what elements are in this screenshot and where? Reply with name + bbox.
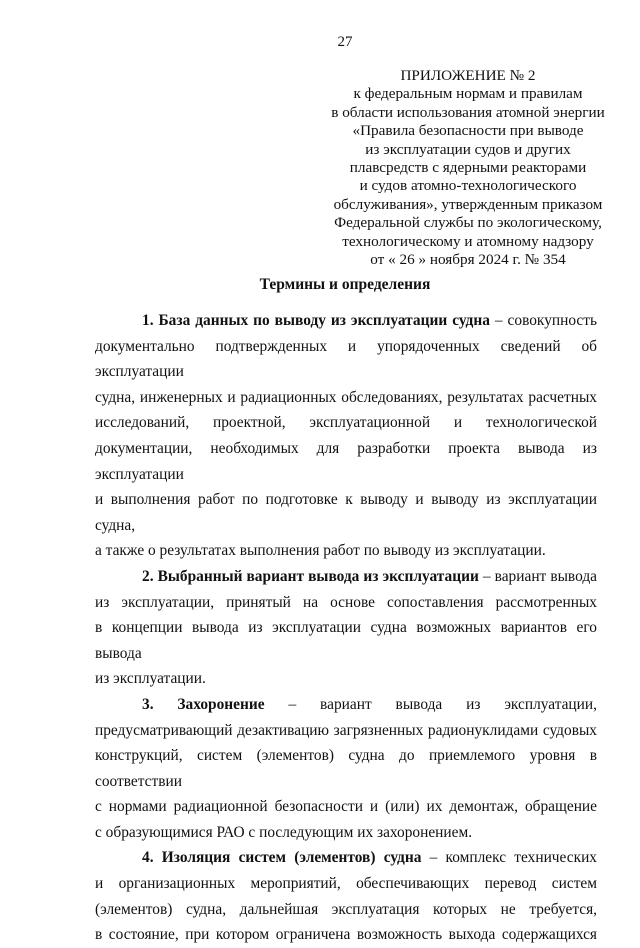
appendix-order-date: от « 26 » ноября 2024 г. № 354 — [370, 251, 566, 269]
definition-line: в концепции вывода из эксплуатации судна возможных вариантов его вывода — [95, 619, 597, 662]
definition-line: а также о результатах выполнения работ по выводу из эксплуатации. — [95, 542, 546, 560]
definition-text: комплекс технических — [445, 849, 598, 867]
definition-dash: – — [489, 312, 508, 329]
appendix-header — [300, 67, 636, 269]
definition-line: в состояние, при котором ограничена возможность выхода содержащихся — [95, 926, 597, 944]
definition-first-line — [95, 845, 597, 871]
appendix-line: технологическому и атомному надзору — [342, 232, 594, 250]
definition-line: с нормами радиационной безопасности и (или) их демонтаж, обращение — [95, 798, 597, 816]
definition-line: и организационных мероприятий, обеспечивающих перевод систем — [95, 875, 597, 893]
definition-line: конструкций, систем (элементов) судна до приемлемого уровня в соответствии — [95, 747, 597, 790]
definition-line: с образующимися РАО с последующим их захоронением. — [95, 823, 473, 841]
definition-line: и выполнения работ по подготовке к выводу и выводу из эксплуатации судна, — [95, 491, 597, 534]
definition-first-line — [95, 564, 597, 590]
definition-4 — [95, 845, 597, 947]
definition-text: совокупность — [507, 312, 598, 329]
definition-line: из эксплуатации. — [95, 670, 206, 688]
definition-first-line — [95, 308, 597, 334]
definition-dash: – — [264, 695, 321, 713]
appendix-line: в области использования атомной энергии — [331, 103, 605, 121]
appendix-line: из эксплуатации судов и других — [365, 140, 571, 158]
definition-line: документально подтвержденных и упорядоченных сведений об эксплуатации — [95, 337, 597, 381]
definition-line: исследований, проектной, эксплуатационной и технологической — [95, 414, 597, 432]
definition-line: судна, инженерных и радиационных обследованиях, результатах расчетных — [95, 388, 597, 406]
appendix-line: «Правила безопасности при выводе — [352, 122, 584, 140]
definition-term: 1. База данных по выводу из эксплуатации судна — [142, 312, 490, 329]
definition-dash: – — [421, 849, 446, 867]
definitions-body — [95, 308, 597, 948]
definition-3 — [95, 692, 597, 846]
definition-line: (элементов) судна, дальнейшая эксплуатация которых не требуется, — [95, 900, 597, 918]
appendix-line: и судов атомно-технологического — [359, 177, 577, 195]
appendix-line: обслуживания», утвержденным приказом — [333, 195, 603, 213]
definition-first-line — [95, 692, 597, 718]
appendix-line: Федеральной службы по экологическому, — [334, 214, 602, 232]
definition-term: 3. Захоронение — [142, 695, 265, 713]
definition-term: 2. Выбранный вариант вывода из эксплуатации — [142, 567, 479, 585]
section-title: Термины и определения — [259, 276, 431, 293]
definition-text: вариант вывода из эксплуатации, — [320, 695, 597, 713]
definition-dash: – — [478, 567, 495, 585]
definition-line: из эксплуатации, принятый на основе сопоставления рассмотренных — [95, 593, 597, 611]
definition-1 — [95, 308, 597, 564]
definition-line: предусматривающий дезактивацию загрязненных радионуклидами судовых — [95, 721, 597, 739]
definition-2 — [95, 564, 597, 692]
appendix-line: плавсредств с ядерными реакторами — [349, 159, 587, 177]
page-number: 27 — [337, 34, 353, 50]
definition-line: документации, необходимых для разработки проекта вывода из эксплуатации — [95, 439, 597, 483]
definition-text: вариант вывода — [494, 567, 598, 585]
appendix-line: к федеральным нормам и правилам — [353, 85, 583, 103]
appendix-title: ПРИЛОЖЕНИЕ № 2 — [400, 67, 536, 84]
definition-term: 4. Изоляция систем (элементов) судна — [142, 849, 422, 867]
